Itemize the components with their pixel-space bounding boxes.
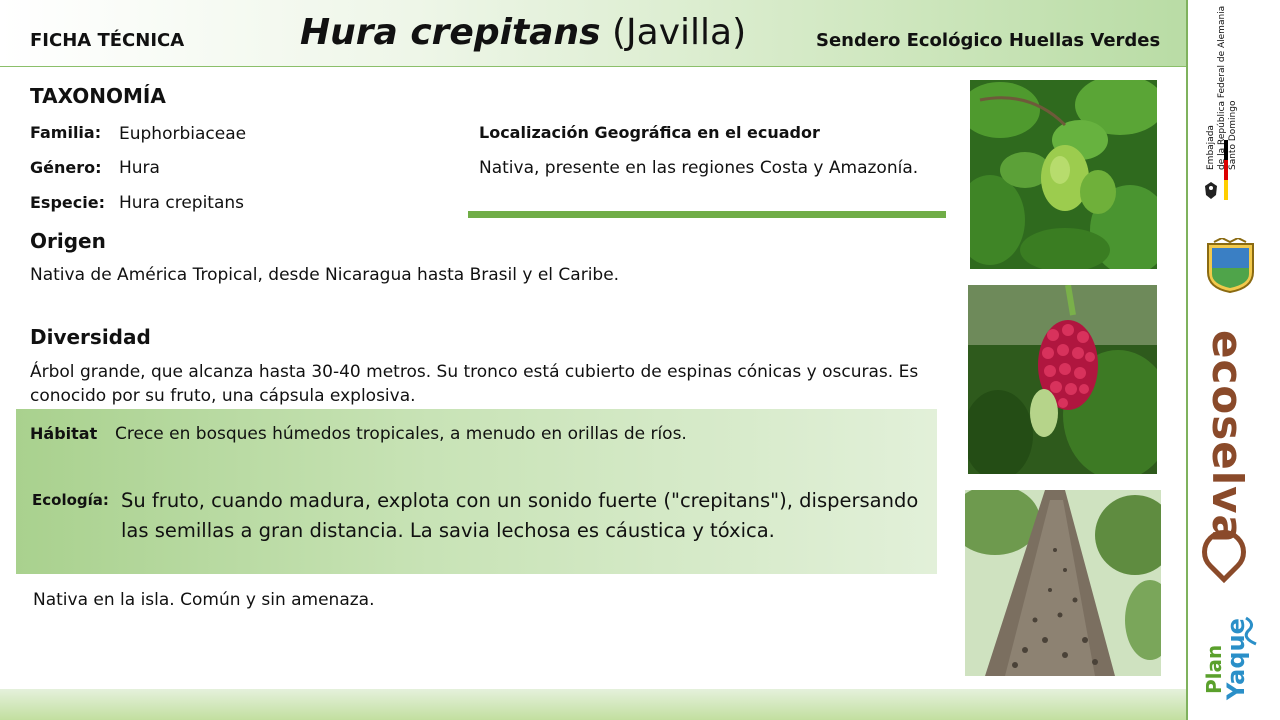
species-value: Hura crepitans (119, 193, 245, 213)
habitat-text: Crece en bosques húmedos tropicales, a menudo en orillas de ríos. (115, 424, 687, 444)
ecology-text-line1: Su fruto, cuando madura, explota con un sonido fuerte ("crepitans"), dispersando (121, 489, 919, 512)
title-scientific-name: Hura crepitans (300, 12, 601, 53)
location-heading: Localización Geográfica en el ecuador (479, 123, 820, 142)
conservation-status-text: Nativa en la isla. Común y sin amenaza. (33, 590, 375, 610)
ecoselva-wordmark: ecoselva (1203, 330, 1252, 544)
embassy-text-line2: de la República Federal de Alemania (1217, 5, 1227, 170)
header-label: FICHA TÉCNICA (30, 30, 185, 51)
title-common-name: (Javilla) (611, 12, 747, 53)
municipal-shield-logo (1202, 238, 1259, 294)
plan-yaque-logo (1200, 612, 1262, 700)
header-trail-name: Sendero Ecológico Huellas Verdes (816, 30, 1161, 51)
page-title (300, 12, 746, 53)
origin-text: Nativa de América Tropical, desde Nicaragua hasta Brasil y el Caribe. (30, 265, 620, 285)
ecoselva-logo (1198, 330, 1258, 580)
location-text: Nativa, presente en las regiones Costa y Amazonía. (479, 158, 919, 178)
yaque-wordmark: Yaque (1222, 618, 1250, 700)
habitat-label: Hábitat (30, 424, 98, 443)
flower-photo (968, 285, 1157, 474)
eagle-icon (1202, 180, 1220, 200)
ecology-text-line2: las semillas a gran distancia. La savia lechosa es cáustica y tóxica. (121, 519, 775, 542)
embassy-text-line1: Embajada (1206, 125, 1216, 170)
taxonomy-heading: TAXONOMÍA (30, 84, 166, 108)
genus-value: Hura (119, 158, 160, 178)
german-embassy-logo (1202, 5, 1262, 210)
diversity-text-line2: conocido por su fruto, una cápsula explosiva. (30, 386, 416, 406)
tree-trunk-photo (965, 490, 1161, 676)
river-wave-icon (1244, 616, 1258, 646)
divider-line (468, 211, 946, 218)
plan-wordmark: Plan (1202, 644, 1226, 694)
embassy-text-line3: Santo Domingo (1228, 100, 1238, 170)
ecology-label: Ecología: (32, 491, 109, 509)
species-label: Especie: (30, 193, 105, 212)
diversity-heading: Diversidad (30, 325, 151, 349)
family-value: Euphorbiaceae (119, 124, 247, 144)
flag-stripe-gold (1224, 180, 1228, 200)
genus-label: Género: (30, 158, 102, 177)
diversity-text-line1: Árbol grande, que alcanza hasta 30-40 metros. Su tronco está cubierto de espinas cónicas y oscuras. Es (30, 362, 919, 382)
origin-heading: Origen (30, 229, 106, 253)
footer-bar (0, 689, 1186, 720)
family-label: Familia: (30, 123, 102, 142)
leaves-fruit-photo (970, 80, 1157, 269)
